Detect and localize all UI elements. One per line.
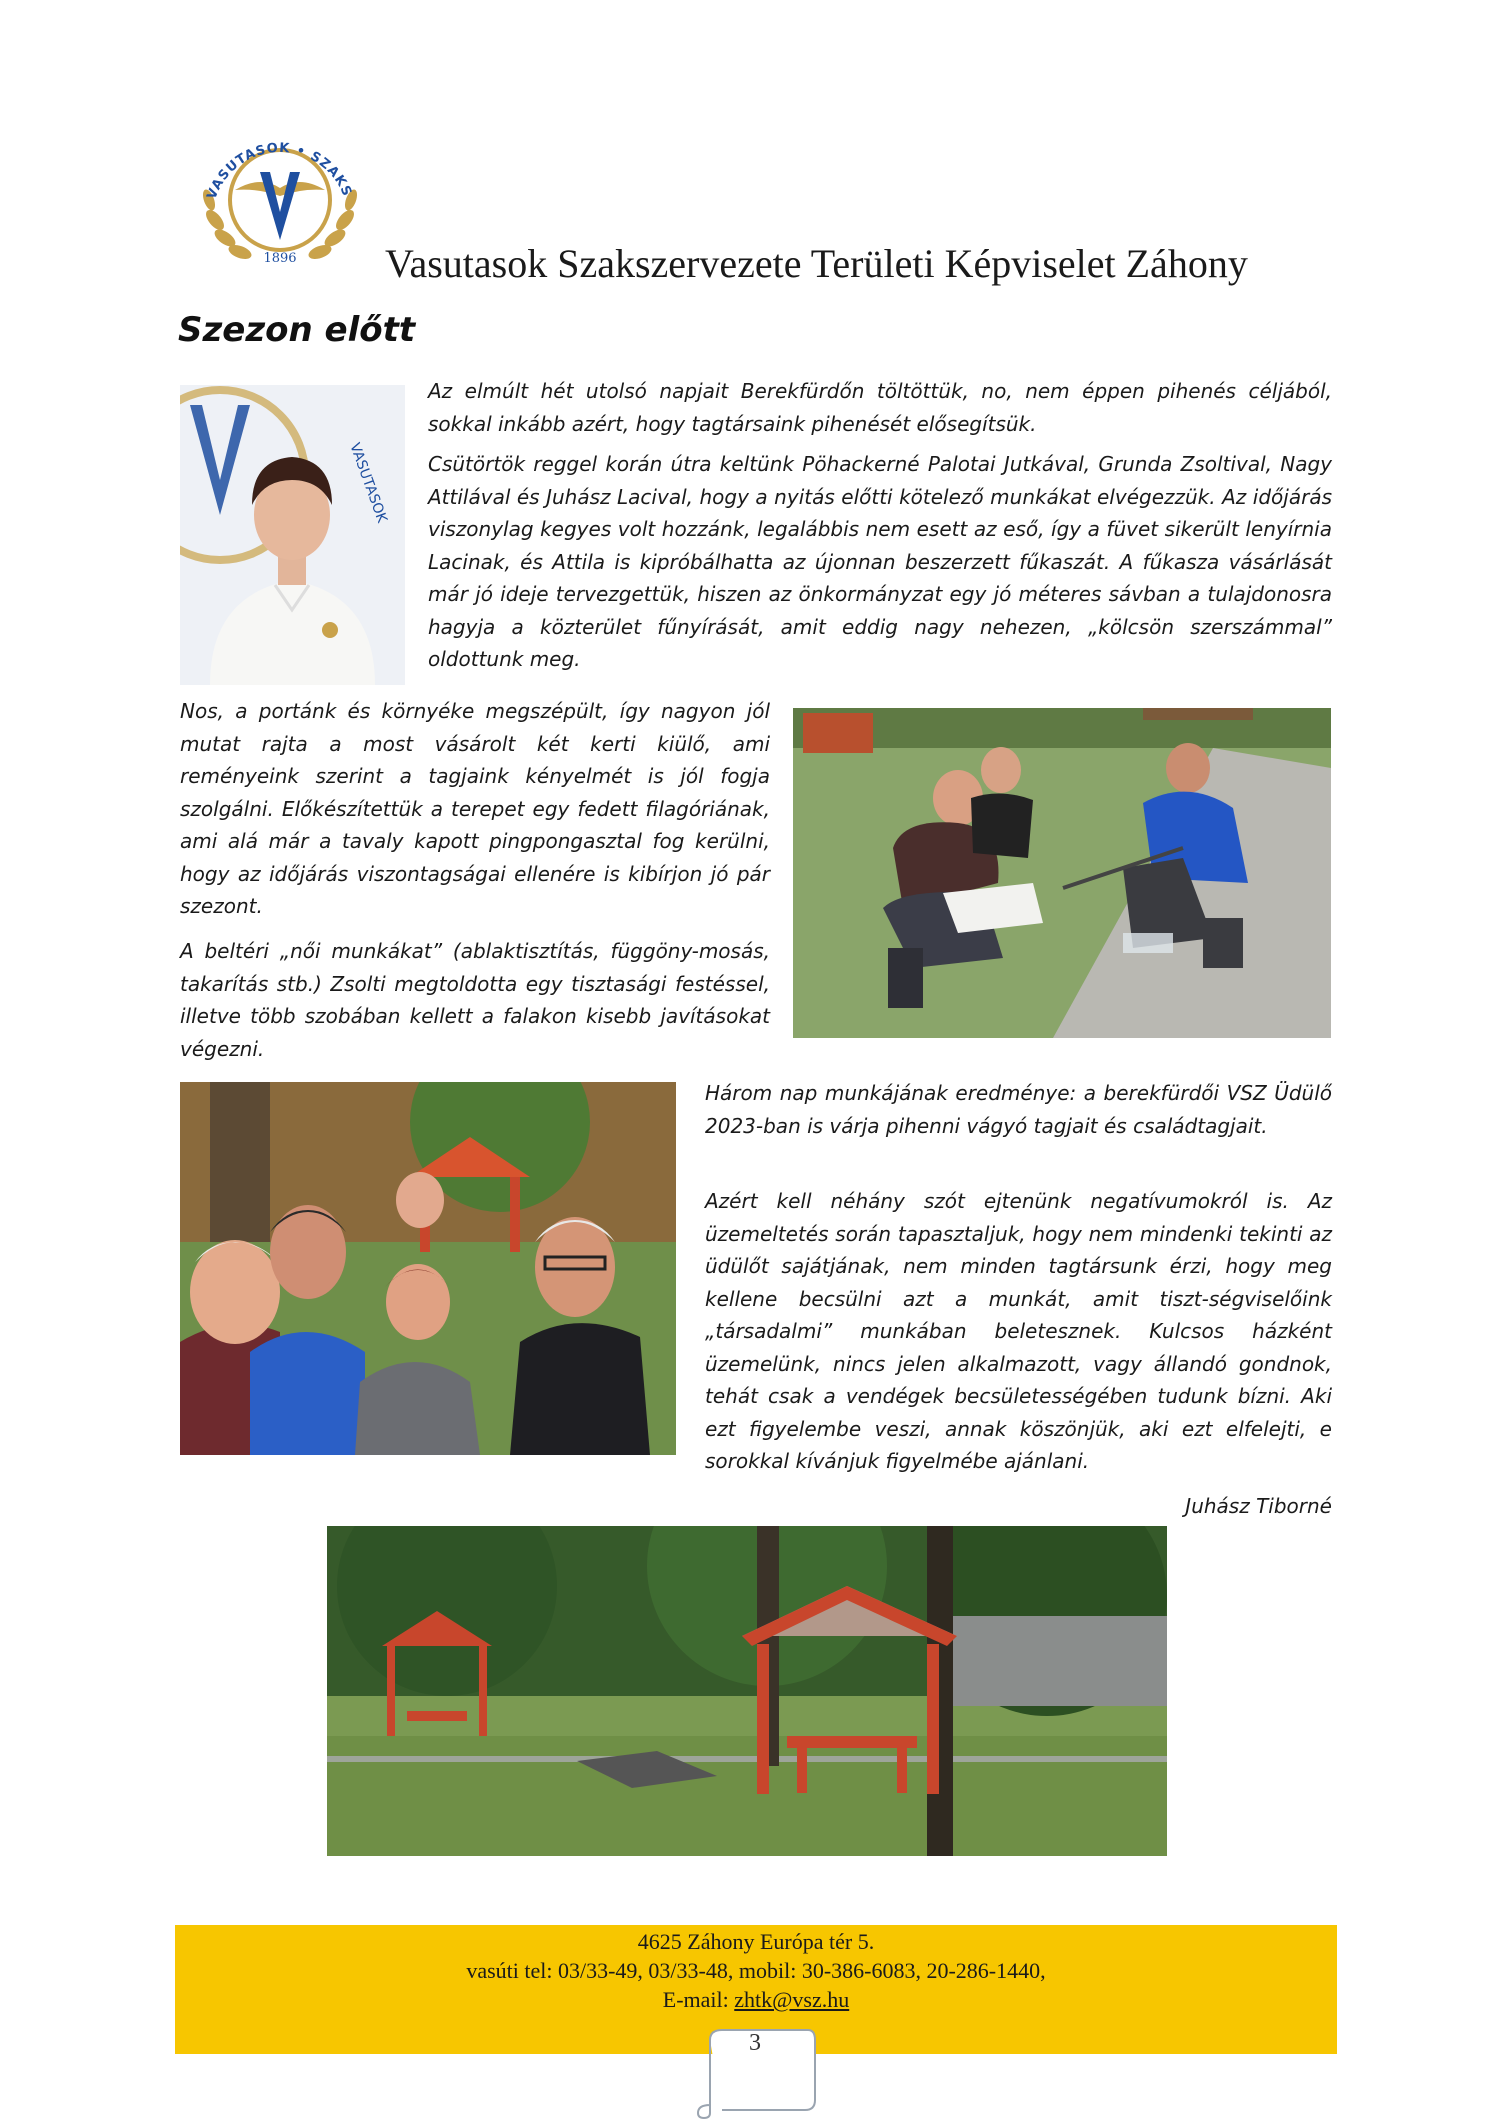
page-number: 3: [749, 2030, 761, 2056]
logo-arc-text: VASUTASOK • SZAKS: [204, 140, 355, 202]
footer-phones: vasúti tel: 03/33-49, 03/33-48, mobil: 30-386-6083, 20-286-1440,: [466, 1958, 1046, 1983]
portrait-photo: [180, 385, 405, 685]
paragraph-4: A beltéri „női munkákat” (ablaktisztítás, függöny-mosás, takarítás stb.) Zsolti megtoldotta egy tisztasági festéssel, illetve több szobában kellett a falakon kisebb javításokat végezni.: [180, 939, 770, 1061]
paragraph-6: Azért kell néhány szót ejtenünk negatívumokról is. Az üzemeltetés során tapasztaljuk, hogy nem mindenki tekinti az üdülőt sajátjának, nem minden tagtársunk érzi, hogy meg kellene becsülni azt a munkát, amit tiszt-ségviselőink „társadalmi” munkában beletesznek. Kulcsos házként üzemelünk, nincs jelen alkalmazott, vagy állandó gondnok, tehát csak a vendégek becsületességében tudunk bízni. Aki ezt figyelembe veszi, annak köszönjük, aki ezt elfelejti, e sorokkal kívánjuk figyelmébe ajánlani.: [705, 1189, 1332, 1473]
svg-text:VASUTASOK: VASUTASOK: [346, 440, 390, 525]
logo-year: 1896: [263, 251, 297, 266]
organization-title: Vasutasok Szakszervezete Területi Képviselet Záhony: [385, 241, 1248, 286]
footer-email-line: [175, 1985, 1337, 2014]
footer-email-label: E-mail:: [662, 1987, 735, 2012]
paragraph-3: Nos, a portánk és környéke megszépült, így nagyon jól mutat rajta a most vásárolt két kerti kiülő, ami reményeink szerint a tagjaink kényelmét is jól fogja szolgálni. Előkészítettük a terepet egy fedett filagóriának, ami alá már a tavaly kapott pingpongasztal fog kerülni, hogy az időjárás viszontagságai ellenére is kibírjon jó pár szezont.: [180, 699, 770, 918]
paragraph-1: Az elmúlt hét utolsó napjait Berekfürdőn töltöttük, no, nem éppen pihenés céljából, sokkal inkább azért, hogy tagtársaink pihenését elősegítsük.: [428, 379, 1332, 436]
footer-address: 4625 Záhony Európa tér 5.: [637, 1929, 875, 1954]
article-title: Szezon előtt: [178, 310, 416, 350]
work-photo: [793, 708, 1331, 1038]
paragraph-5: Három nap munkájának eredménye: a berekfürdői VSZ Üdülő 2023-ban is várja pihenni vágyó tagjait és családtagjait.: [705, 1081, 1332, 1138]
gazebos-photo: [327, 1526, 1167, 1856]
union-logo: [185, 90, 375, 280]
email-link[interactable]: zhtk@vsz.hu: [734, 1987, 850, 2012]
paragraph-2: Csütörtök reggel korán útra keltünk Pöhackerné Palotai Jutkával, Grunda Zsoltival, Nagy Attilával és Juhász Lacival, hogy a nyitás előtti kötelező munkákat elvégezzük. Az időjárás viszonylag kegyes volt hozzánk, legalábbis nem esett az eső, így a füvet sikerült lenyírnia Lacinak, és Attila is kipróbálhatta az újonnan beszerzett fűkaszát. A fűkasza vásárlását már jó ideje tervezgettük, hiszen az önkormányzat egy jó méteres sávban a tulajdonosra hagyja a közterület fűnyírását, amit eddig nagy nehezen, „kölcsön szerszámmal” oldottunk meg.: [428, 452, 1332, 671]
group-photo: [180, 1082, 676, 1455]
author-signature: Juhász Tiborné: [1185, 1494, 1332, 1518]
